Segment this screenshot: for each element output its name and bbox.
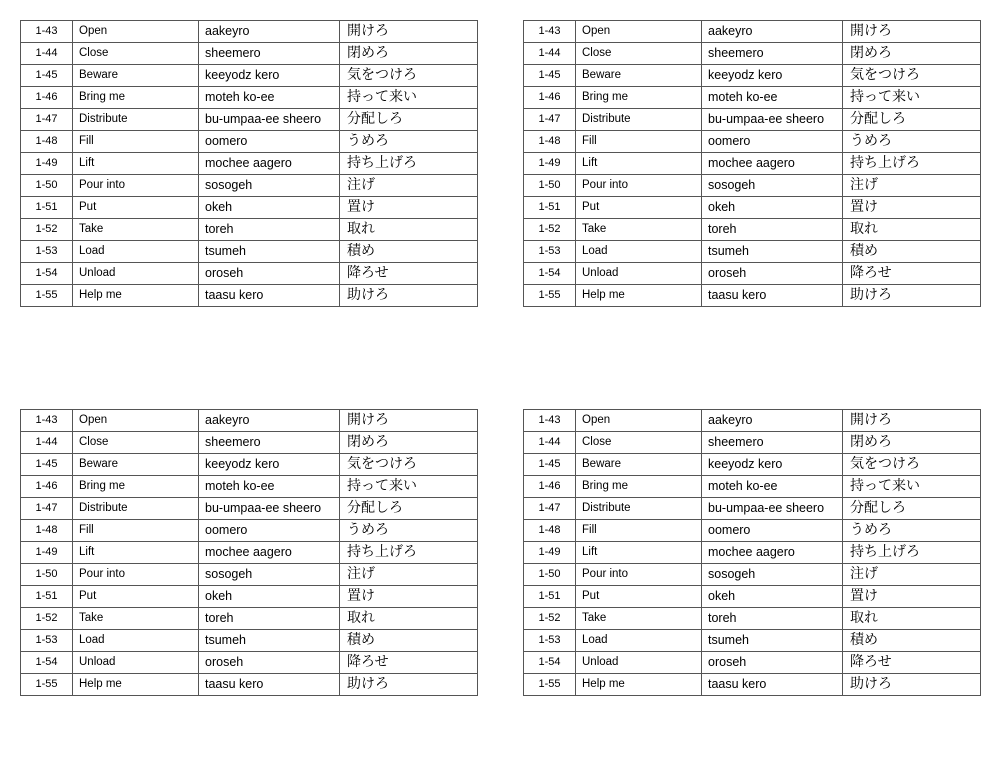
english-cell: Fill bbox=[73, 520, 199, 542]
phrase-number-cell: 1-54 bbox=[524, 652, 576, 674]
table-row bbox=[524, 285, 981, 307]
romaji-cell: keeyodz kero bbox=[702, 65, 843, 87]
phrase-number-cell: 1-43 bbox=[524, 21, 576, 43]
table-row bbox=[21, 65, 478, 87]
japanese-cell: うめろ bbox=[843, 520, 981, 542]
phrase-number-cell: 1-46 bbox=[21, 476, 73, 498]
romaji-cell: moteh ko-ee bbox=[199, 87, 340, 109]
table-row bbox=[21, 674, 478, 696]
japanese-cell: 持ち上げろ bbox=[340, 542, 478, 564]
table-row bbox=[21, 454, 478, 476]
table-row bbox=[524, 520, 981, 542]
english-cell: Lift bbox=[576, 153, 702, 175]
phrase-number-cell: 1-50 bbox=[21, 564, 73, 586]
english-cell: Unload bbox=[576, 263, 702, 285]
english-cell: Fill bbox=[576, 520, 702, 542]
table-row bbox=[21, 21, 478, 43]
romaji-cell: okeh bbox=[702, 197, 843, 219]
romaji-cell: oomero bbox=[199, 131, 340, 153]
japanese-cell: 閉めろ bbox=[843, 432, 981, 454]
japanese-cell: 助けろ bbox=[843, 674, 981, 696]
english-cell: Help me bbox=[576, 285, 702, 307]
romaji-cell: bu-umpaa-ee sheero bbox=[199, 109, 340, 131]
phrase-number-cell: 1-51 bbox=[21, 197, 73, 219]
table-row bbox=[21, 197, 478, 219]
english-cell: Fill bbox=[73, 131, 199, 153]
japanese-cell: 注げ bbox=[340, 564, 478, 586]
phrase-number-cell: 1-52 bbox=[21, 608, 73, 630]
english-cell: Bring me bbox=[576, 476, 702, 498]
phrase-table-top-left bbox=[20, 20, 478, 307]
table-row bbox=[524, 109, 981, 131]
phrase-number-cell: 1-51 bbox=[524, 586, 576, 608]
phrase-number-cell: 1-47 bbox=[21, 109, 73, 131]
table-row bbox=[524, 432, 981, 454]
japanese-cell: 気をつけろ bbox=[843, 454, 981, 476]
japanese-cell: 積め bbox=[843, 630, 981, 652]
table-row bbox=[21, 542, 478, 564]
japanese-cell: 持ち上げろ bbox=[843, 153, 981, 175]
romaji-cell: okeh bbox=[199, 197, 340, 219]
english-cell: Close bbox=[576, 43, 702, 65]
romaji-cell: bu-umpaa-ee sheero bbox=[199, 498, 340, 520]
romaji-cell: toreh bbox=[199, 219, 340, 241]
romaji-cell: tsumeh bbox=[702, 630, 843, 652]
japanese-cell: 閉めろ bbox=[340, 432, 478, 454]
english-cell: Pour into bbox=[576, 175, 702, 197]
japanese-cell: 助けろ bbox=[843, 285, 981, 307]
phrase-number-cell: 1-55 bbox=[524, 285, 576, 307]
table-row bbox=[21, 263, 478, 285]
romaji-cell: oroseh bbox=[199, 652, 340, 674]
romaji-cell: oroseh bbox=[199, 263, 340, 285]
japanese-cell: 取れ bbox=[340, 219, 478, 241]
japanese-cell: 降ろせ bbox=[340, 263, 478, 285]
table-row bbox=[21, 285, 478, 307]
phrase-table-top-right bbox=[523, 20, 981, 307]
japanese-cell: 持ち上げろ bbox=[340, 153, 478, 175]
phrase-number-cell: 1-55 bbox=[524, 674, 576, 696]
english-cell: Unload bbox=[73, 263, 199, 285]
table-row bbox=[524, 608, 981, 630]
phrase-table-body bbox=[524, 21, 981, 307]
phrase-table-bottom-left bbox=[20, 409, 478, 696]
english-cell: Open bbox=[576, 21, 702, 43]
table-row bbox=[524, 65, 981, 87]
table-row bbox=[21, 432, 478, 454]
phrase-number-cell: 1-52 bbox=[21, 219, 73, 241]
romaji-cell: mochee aagero bbox=[199, 153, 340, 175]
phrase-number-cell: 1-53 bbox=[21, 630, 73, 652]
english-cell: Load bbox=[576, 630, 702, 652]
phrase-number-cell: 1-54 bbox=[21, 652, 73, 674]
japanese-cell: 置け bbox=[340, 197, 478, 219]
english-cell: Close bbox=[73, 432, 199, 454]
phrase-number-cell: 1-48 bbox=[21, 520, 73, 542]
phrase-number-cell: 1-45 bbox=[524, 65, 576, 87]
phrase-number-cell: 1-43 bbox=[524, 410, 576, 432]
japanese-cell: 取れ bbox=[843, 219, 981, 241]
romaji-cell: taasu kero bbox=[702, 285, 843, 307]
english-cell: Take bbox=[73, 608, 199, 630]
english-cell: Bring me bbox=[73, 87, 199, 109]
japanese-cell: 助けろ bbox=[340, 674, 478, 696]
english-cell: Put bbox=[73, 197, 199, 219]
phrase-number-cell: 1-55 bbox=[21, 285, 73, 307]
english-cell: Pour into bbox=[576, 564, 702, 586]
japanese-cell: 開けろ bbox=[843, 21, 981, 43]
phrase-number-cell: 1-51 bbox=[524, 197, 576, 219]
table-row bbox=[21, 564, 478, 586]
english-cell: Beware bbox=[73, 65, 199, 87]
japanese-cell: 閉めろ bbox=[843, 43, 981, 65]
romaji-cell: moteh ko-ee bbox=[702, 476, 843, 498]
english-cell: Bring me bbox=[576, 87, 702, 109]
english-cell: Beware bbox=[73, 454, 199, 476]
romaji-cell: tsumeh bbox=[199, 630, 340, 652]
phrase-number-cell: 1-53 bbox=[21, 241, 73, 263]
table-row bbox=[524, 175, 981, 197]
romaji-cell: sosogeh bbox=[702, 564, 843, 586]
romaji-cell: taasu kero bbox=[702, 674, 843, 696]
romaji-cell: keeyodz kero bbox=[199, 454, 340, 476]
table-row bbox=[524, 241, 981, 263]
english-cell: Load bbox=[576, 241, 702, 263]
romaji-cell: sheemero bbox=[199, 432, 340, 454]
english-cell: Take bbox=[73, 219, 199, 241]
table-row bbox=[524, 564, 981, 586]
romaji-cell: toreh bbox=[199, 608, 340, 630]
table-row bbox=[524, 43, 981, 65]
english-cell: Lift bbox=[73, 153, 199, 175]
romaji-cell: okeh bbox=[199, 586, 340, 608]
english-cell: Unload bbox=[576, 652, 702, 674]
phrase-number-cell: 1-52 bbox=[524, 219, 576, 241]
table-row bbox=[21, 43, 478, 65]
japanese-cell: 注げ bbox=[340, 175, 478, 197]
japanese-cell: うめろ bbox=[340, 131, 478, 153]
table-row bbox=[21, 498, 478, 520]
romaji-cell: mochee aagero bbox=[199, 542, 340, 564]
phrase-number-cell: 1-54 bbox=[21, 263, 73, 285]
table-row bbox=[21, 630, 478, 652]
romaji-cell: keeyodz kero bbox=[199, 65, 340, 87]
table-row bbox=[524, 131, 981, 153]
romaji-cell: sosogeh bbox=[702, 175, 843, 197]
japanese-cell: 気をつけろ bbox=[843, 65, 981, 87]
romaji-cell: sheemero bbox=[199, 43, 340, 65]
phrase-number-cell: 1-44 bbox=[524, 432, 576, 454]
japanese-cell: 分配しろ bbox=[340, 109, 478, 131]
table-row bbox=[21, 652, 478, 674]
english-cell: Put bbox=[73, 586, 199, 608]
phrase-number-cell: 1-43 bbox=[21, 21, 73, 43]
japanese-cell: 分配しろ bbox=[843, 109, 981, 131]
table-row bbox=[21, 410, 478, 432]
phrase-table-bottom-right bbox=[523, 409, 981, 696]
table-row bbox=[21, 586, 478, 608]
table-row bbox=[524, 219, 981, 241]
japanese-cell: 分配しろ bbox=[843, 498, 981, 520]
phrase-number-cell: 1-48 bbox=[21, 131, 73, 153]
english-cell: Pour into bbox=[73, 175, 199, 197]
romaji-cell: sosogeh bbox=[199, 175, 340, 197]
phrase-number-cell: 1-55 bbox=[21, 674, 73, 696]
japanese-cell: 取れ bbox=[340, 608, 478, 630]
phrase-number-cell: 1-43 bbox=[21, 410, 73, 432]
table-row bbox=[524, 586, 981, 608]
table-row bbox=[524, 454, 981, 476]
table-row bbox=[21, 608, 478, 630]
romaji-cell: aakeyro bbox=[702, 21, 843, 43]
japanese-cell: うめろ bbox=[340, 520, 478, 542]
romaji-cell: aakeyro bbox=[199, 21, 340, 43]
table-row bbox=[524, 153, 981, 175]
english-cell: Put bbox=[576, 586, 702, 608]
romaji-cell: taasu kero bbox=[199, 674, 340, 696]
english-cell: Load bbox=[73, 630, 199, 652]
japanese-cell: うめろ bbox=[843, 131, 981, 153]
japanese-cell: 置け bbox=[843, 197, 981, 219]
phrase-number-cell: 1-53 bbox=[524, 630, 576, 652]
table-row bbox=[21, 241, 478, 263]
phrase-number-cell: 1-46 bbox=[524, 476, 576, 498]
romaji-cell: sheemero bbox=[702, 43, 843, 65]
japanese-cell: 持ち上げろ bbox=[843, 542, 981, 564]
romaji-cell: moteh ko-ee bbox=[199, 476, 340, 498]
table-row bbox=[524, 87, 981, 109]
english-cell: Distribute bbox=[576, 498, 702, 520]
phrase-number-cell: 1-49 bbox=[21, 153, 73, 175]
phrase-number-cell: 1-45 bbox=[21, 454, 73, 476]
english-cell: Lift bbox=[576, 542, 702, 564]
english-cell: Fill bbox=[576, 131, 702, 153]
english-cell: Help me bbox=[73, 674, 199, 696]
phrase-number-cell: 1-47 bbox=[524, 109, 576, 131]
english-cell: Take bbox=[576, 219, 702, 241]
english-cell: Distribute bbox=[73, 109, 199, 131]
japanese-cell: 降ろせ bbox=[843, 263, 981, 285]
english-cell: Open bbox=[73, 21, 199, 43]
japanese-cell: 分配しろ bbox=[340, 498, 478, 520]
japanese-cell: 降ろせ bbox=[843, 652, 981, 674]
japanese-cell: 注げ bbox=[843, 175, 981, 197]
japanese-cell: 積め bbox=[340, 630, 478, 652]
english-cell: Distribute bbox=[73, 498, 199, 520]
romaji-cell: toreh bbox=[702, 608, 843, 630]
english-cell: Bring me bbox=[73, 476, 199, 498]
romaji-cell: oroseh bbox=[702, 652, 843, 674]
romaji-cell: keeyodz kero bbox=[702, 454, 843, 476]
phrase-number-cell: 1-48 bbox=[524, 131, 576, 153]
phrase-number-cell: 1-47 bbox=[524, 498, 576, 520]
english-cell: Take bbox=[576, 608, 702, 630]
romaji-cell: sosogeh bbox=[199, 564, 340, 586]
table-row bbox=[524, 197, 981, 219]
japanese-cell: 開けろ bbox=[340, 21, 478, 43]
phrase-number-cell: 1-49 bbox=[524, 542, 576, 564]
romaji-cell: oroseh bbox=[702, 263, 843, 285]
table-row bbox=[524, 652, 981, 674]
romaji-cell: bu-umpaa-ee sheero bbox=[702, 109, 843, 131]
phrase-number-cell: 1-46 bbox=[21, 87, 73, 109]
phrase-number-cell: 1-53 bbox=[524, 241, 576, 263]
english-cell: Pour into bbox=[73, 564, 199, 586]
phrase-number-cell: 1-46 bbox=[524, 87, 576, 109]
phrase-table-body bbox=[21, 21, 478, 307]
japanese-cell: 持って来い bbox=[340, 87, 478, 109]
english-cell: Open bbox=[576, 410, 702, 432]
phrase-number-cell: 1-48 bbox=[524, 520, 576, 542]
japanese-cell: 積め bbox=[340, 241, 478, 263]
romaji-cell: oomero bbox=[199, 520, 340, 542]
table-row bbox=[524, 542, 981, 564]
phrase-number-cell: 1-44 bbox=[21, 432, 73, 454]
table-row bbox=[21, 219, 478, 241]
japanese-cell: 助けろ bbox=[340, 285, 478, 307]
english-cell: Load bbox=[73, 241, 199, 263]
phrase-number-cell: 1-49 bbox=[21, 542, 73, 564]
japanese-cell: 置け bbox=[340, 586, 478, 608]
phrase-table-body bbox=[524, 410, 981, 696]
japanese-cell: 開けろ bbox=[340, 410, 478, 432]
japanese-cell: 降ろせ bbox=[340, 652, 478, 674]
table-row bbox=[524, 630, 981, 652]
romaji-cell: tsumeh bbox=[702, 241, 843, 263]
english-cell: Unload bbox=[73, 652, 199, 674]
table-row bbox=[524, 476, 981, 498]
japanese-cell: 置け bbox=[843, 586, 981, 608]
table-row bbox=[524, 263, 981, 285]
japanese-cell: 持って来い bbox=[340, 476, 478, 498]
english-cell: Beware bbox=[576, 454, 702, 476]
phrase-number-cell: 1-44 bbox=[524, 43, 576, 65]
phrase-number-cell: 1-51 bbox=[21, 586, 73, 608]
romaji-cell: mochee aagero bbox=[702, 153, 843, 175]
table-row bbox=[21, 520, 478, 542]
table-row bbox=[21, 87, 478, 109]
phrase-number-cell: 1-47 bbox=[21, 498, 73, 520]
romaji-cell: oomero bbox=[702, 131, 843, 153]
table-row bbox=[21, 109, 478, 131]
japanese-cell: 持って来い bbox=[843, 87, 981, 109]
romaji-cell: aakeyro bbox=[199, 410, 340, 432]
romaji-cell: bu-umpaa-ee sheero bbox=[702, 498, 843, 520]
japanese-cell: 積め bbox=[843, 241, 981, 263]
romaji-cell: toreh bbox=[702, 219, 843, 241]
romaji-cell: tsumeh bbox=[199, 241, 340, 263]
table-row bbox=[21, 153, 478, 175]
table-row bbox=[21, 175, 478, 197]
romaji-cell: okeh bbox=[702, 586, 843, 608]
romaji-cell: aakeyro bbox=[702, 410, 843, 432]
phrase-number-cell: 1-50 bbox=[524, 175, 576, 197]
english-cell: Lift bbox=[73, 542, 199, 564]
japanese-cell: 気をつけろ bbox=[340, 454, 478, 476]
romaji-cell: mochee aagero bbox=[702, 542, 843, 564]
english-cell: Close bbox=[73, 43, 199, 65]
romaji-cell: sheemero bbox=[702, 432, 843, 454]
phrase-number-cell: 1-54 bbox=[524, 263, 576, 285]
english-cell: Put bbox=[576, 197, 702, 219]
phrase-table-body bbox=[21, 410, 478, 696]
phrase-number-cell: 1-44 bbox=[21, 43, 73, 65]
table-row bbox=[524, 674, 981, 696]
romaji-cell: oomero bbox=[702, 520, 843, 542]
english-cell: Beware bbox=[576, 65, 702, 87]
english-cell: Open bbox=[73, 410, 199, 432]
table-row bbox=[524, 21, 981, 43]
romaji-cell: moteh ko-ee bbox=[702, 87, 843, 109]
phrase-number-cell: 1-50 bbox=[524, 564, 576, 586]
japanese-cell: 取れ bbox=[843, 608, 981, 630]
table-row bbox=[524, 498, 981, 520]
table-row bbox=[21, 476, 478, 498]
english-cell: Help me bbox=[73, 285, 199, 307]
table-row bbox=[21, 131, 478, 153]
english-cell: Distribute bbox=[576, 109, 702, 131]
table-row bbox=[524, 410, 981, 432]
japanese-cell: 持って来い bbox=[843, 476, 981, 498]
phrase-number-cell: 1-49 bbox=[524, 153, 576, 175]
phrase-number-cell: 1-45 bbox=[524, 454, 576, 476]
english-cell: Close bbox=[576, 432, 702, 454]
japanese-cell: 気をつけろ bbox=[340, 65, 478, 87]
phrase-number-cell: 1-45 bbox=[21, 65, 73, 87]
japanese-cell: 開けろ bbox=[843, 410, 981, 432]
english-cell: Help me bbox=[576, 674, 702, 696]
phrase-number-cell: 1-52 bbox=[524, 608, 576, 630]
phrase-number-cell: 1-50 bbox=[21, 175, 73, 197]
japanese-cell: 閉めろ bbox=[340, 43, 478, 65]
romaji-cell: taasu kero bbox=[199, 285, 340, 307]
japanese-cell: 注げ bbox=[843, 564, 981, 586]
